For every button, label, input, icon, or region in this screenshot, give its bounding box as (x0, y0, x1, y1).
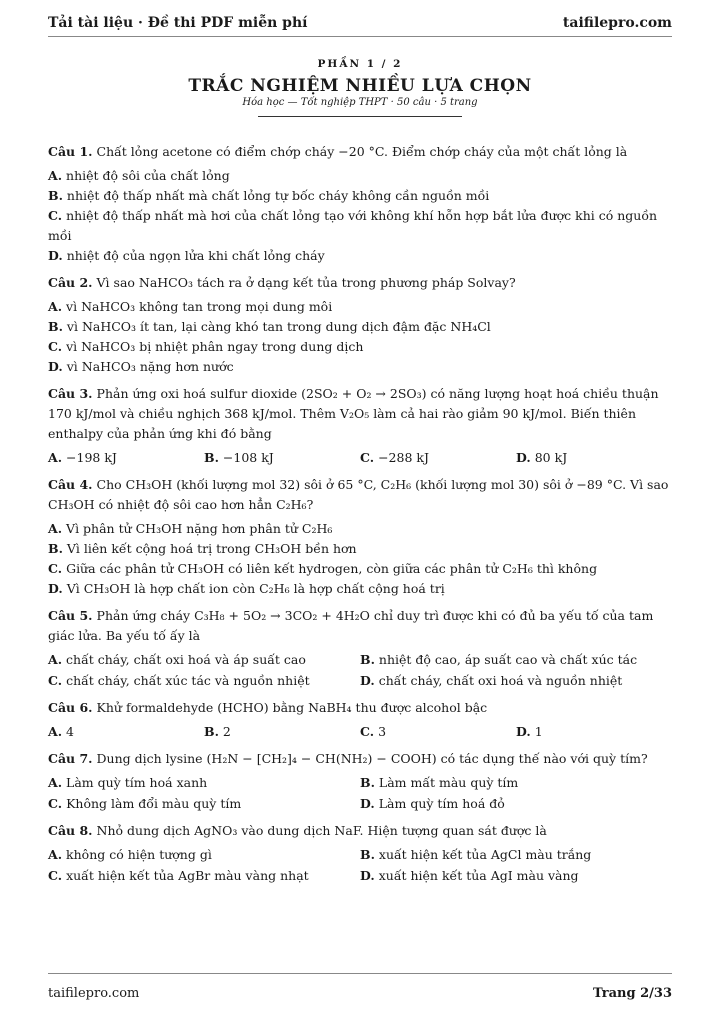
option-row (48, 722, 672, 742)
option-b: B. −108 kJ (204, 450, 274, 465)
option-a: A. −198 kJ (48, 450, 117, 465)
option-d: D. Làm quỳ tím hoá đỏ (360, 796, 505, 811)
option-grid (48, 845, 672, 886)
option-c: C. Không làm đổi màu quỳ tím (48, 796, 242, 811)
option-a: A. vì NaHCO₃ không tan trong mọi dung môi (48, 299, 333, 314)
question-stem (48, 475, 672, 515)
question-text: Dung dịch lysine (H₂N − [CH₂]₄ − CH(NH₂) − COOH) có tác dụng thế nào với quỳ tím? (96, 751, 648, 766)
option-d: D. 1 (516, 724, 543, 739)
header-left-text: Tải tài liệu · Đề thi PDF miễn phí (48, 15, 308, 31)
question-label: Câu 7. (48, 751, 93, 766)
question-6 (48, 698, 672, 742)
question-2 (48, 273, 672, 377)
part-label: PHẦN 1 / 2 (317, 58, 403, 70)
question-stem (48, 142, 672, 162)
page-header (48, 10, 672, 37)
option-c: C. 3 (360, 724, 387, 739)
header-site-name: taifilepro.com (562, 15, 672, 31)
option-a: A. Làm quỳ tím hoá xanh (48, 775, 208, 790)
option-grid (48, 650, 672, 691)
option-d: D. xuất hiện kết tủa AgI màu vàng (360, 868, 579, 883)
question-text: Vì sao NaHCO₃ tách ra ở dạng kết tủa trong phương pháp Solvay? (96, 275, 516, 290)
question-stem (48, 384, 672, 444)
option-d: D. chất cháy, chất oxi hoá và nguồn nhiệt (360, 673, 623, 688)
option-grid (48, 773, 672, 814)
option-d: D. nhiệt độ của ngọn lửa khi chất lỏng cháy (48, 248, 325, 263)
option-b: B. Vì liên kết cộng hoá trị trong CH₃OH bền hơn (48, 541, 357, 556)
page-subtitle: Hóa học — Tốt nghiệp THPT · 50 câu · 5 trang (242, 97, 478, 108)
question-8 (48, 821, 672, 886)
option-b: B. vì NaHCO₃ ít tan, lại càng khó tan trong dung dịch đậm đặc NH₄Cl (48, 319, 491, 334)
option-b: B. xuất hiện kết tủa AgCl màu trắng (360, 847, 592, 862)
question-4 (48, 475, 672, 599)
question-stem (48, 698, 672, 718)
page-number: Trang 2/33 (593, 986, 672, 1001)
question-stem (48, 273, 672, 293)
question-text: Cho CH₃OH (khối lượng mol 32) sôi ở 65 °C, C₂H₆ (khối lượng mol 30) sôi ở −89 °C. Vì sao CH₃OH có nhiệt độ sôi cao hơn hẳn C₂H₆? (48, 477, 669, 512)
question-list (48, 142, 672, 893)
page-footer (48, 986, 672, 1001)
option-c: C. Giữa các phân tử CH₃OH có liên kết hydrogen, còn giữa các phân tử C₂H₆ thì không (48, 561, 598, 576)
option-row (48, 448, 672, 468)
question-text: Phản ứng oxi hoá sulfur dioxide (2SO₂ + O₂ → 2SO₃) có năng lượng hoạt hoá chiều thuận 170 kJ/mol và chiều nghịch 368 kJ/mol. Thêm V₂O₅ làm cả hai rào giảm 90 kJ/mol. Biến thiên enthalpy của phản ứng khi đó bằng (48, 386, 659, 441)
option-b: B. 2 (204, 724, 231, 739)
option-a: A. chất cháy, chất oxi hoá và áp suất cao (48, 652, 306, 667)
title-divider (258, 116, 462, 117)
question-3 (48, 384, 672, 468)
option-c: C. xuất hiện kết tủa AgBr màu vàng nhạt (48, 868, 309, 883)
question-label: Câu 6. (48, 700, 93, 715)
option-d: D. vì NaHCO₃ nặng hơn nước (48, 359, 234, 374)
option-c: C. −288 kJ (360, 450, 429, 465)
question-label: Câu 5. (48, 608, 93, 623)
question-text: Nhỏ dung dịch AgNO₃ vào dung dịch NaF. Hiện tượng quan sát được là (96, 823, 547, 838)
question-stem (48, 821, 672, 841)
question-stem (48, 749, 672, 769)
option-c: C. chất cháy, chất xúc tác và nguồn nhiệt (48, 673, 310, 688)
option-c: C. nhiệt độ thấp nhất mà hơi của chất lỏng tạo với không khí hỗn hợp bắt lửa được khi có nguồn mồi (48, 208, 658, 243)
question-1 (48, 142, 672, 266)
option-a: A. Vì phân tử CH₃OH nặng hơn phân tử C₂H₆ (48, 521, 333, 536)
question-label: Câu 2. (48, 275, 93, 290)
option-b: B. Làm mất màu quỳ tím (360, 775, 519, 790)
option-d: D. Vì CH₃OH là hợp chất ion còn C₂H₆ là hợp chất cộng hoá trị (48, 581, 445, 596)
page-title: TRẮC NGHIỆM NHIỀU LỰA CHỌN (188, 76, 532, 96)
question-5 (48, 606, 672, 691)
option-d: D. 80 kJ (516, 450, 568, 465)
question-label: Câu 3. (48, 386, 93, 401)
footer-divider (48, 973, 672, 974)
option-a: A. nhiệt độ sôi của chất lỏng (48, 168, 230, 183)
question-label: Câu 8. (48, 823, 93, 838)
question-text: Phản ứng cháy C₃H₈ + 5O₂ → 3CO₂ + 4H₂O chỉ duy trì được khi có đủ ba yếu tố của tam giác lửa. Ba yếu tố ấy là (48, 608, 654, 643)
option-a: A. không có hiện tượng gì (48, 847, 212, 862)
question-7 (48, 749, 672, 814)
question-text: Khử formaldehyde (HCHO) bằng NaBH₄ thu được alcohol bậc (96, 700, 488, 715)
option-a: A. 4 (48, 724, 74, 739)
option-b: B. nhiệt độ cao, áp suất cao và chất xúc tác (360, 652, 638, 667)
question-text: Chất lỏng acetone có điểm chớp cháy −20 °C. Điểm chớp cháy của một chất lỏng là (96, 144, 628, 159)
option-b: B. nhiệt độ thấp nhất mà chất lỏng tự bốc cháy không cần nguồn mồi (48, 188, 490, 203)
question-label: Câu 4. (48, 477, 93, 492)
question-stem (48, 606, 672, 646)
footer-site-link[interactable]: taifilepro.com (48, 986, 140, 1001)
option-c: C. vì NaHCO₃ bị nhiệt phân ngay trong dung dịch (48, 339, 364, 354)
question-label: Câu 1. (48, 144, 93, 159)
